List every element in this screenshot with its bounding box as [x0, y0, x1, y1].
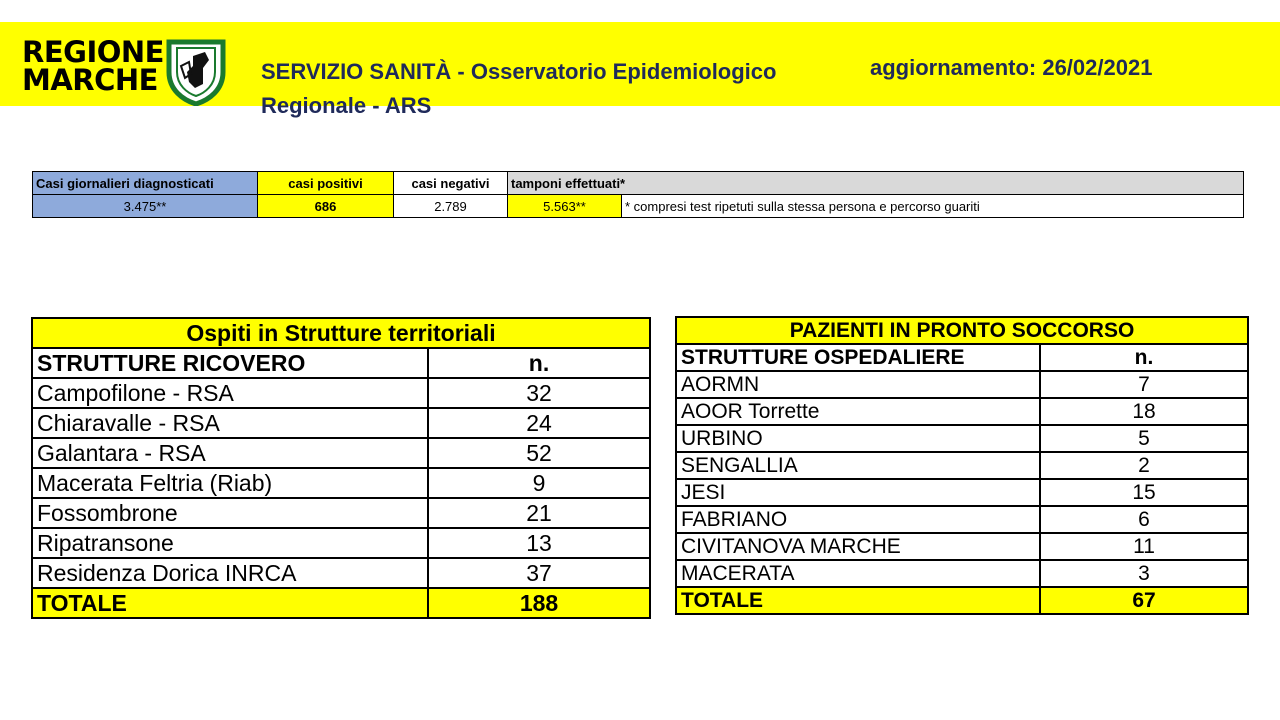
pronto-soccorso-title-row — [676, 317, 1248, 344]
pronto-soccorso-title: PAZIENTI IN PRONTO SOCCORSO — [676, 317, 1248, 344]
total-label: TOTALE — [32, 588, 428, 618]
hospital-name: URBINO — [676, 425, 1040, 452]
hospital-count: 7 — [1040, 371, 1248, 398]
table-row — [32, 558, 650, 588]
total-label: TOTALE — [676, 587, 1040, 614]
table-row — [32, 528, 650, 558]
structure-name: Fossombrone — [32, 498, 428, 528]
table-row — [676, 506, 1248, 533]
pronto-soccorso-col2-header: n. — [1040, 344, 1248, 371]
structure-name: Galantara - RSA — [32, 438, 428, 468]
structure-count: 52 — [428, 438, 650, 468]
regione-marche-logo — [22, 35, 232, 110]
hospital-count: 3 — [1040, 560, 1248, 587]
table-row — [676, 371, 1248, 398]
header-title — [261, 55, 776, 123]
hospital-name: AOOR Torrette — [676, 398, 1040, 425]
total-row — [32, 588, 650, 618]
structure-count: 32 — [428, 378, 650, 408]
hospital-count: 6 — [1040, 506, 1248, 533]
logo-text — [22, 35, 164, 97]
daily-values-row — [33, 195, 1244, 218]
logo-line-1: REGIONE — [22, 35, 164, 69]
table-row — [676, 479, 1248, 506]
logo-line-2: MARCHE — [22, 63, 158, 97]
pronto-soccorso-table — [675, 316, 1249, 615]
hospital-count: 5 — [1040, 425, 1248, 452]
daily-value-diagnosticati: 3.475** — [33, 195, 258, 218]
total-row — [676, 587, 1248, 614]
structure-name: Chiaravalle - RSA — [32, 408, 428, 438]
table-row — [676, 560, 1248, 587]
table-row — [676, 533, 1248, 560]
daily-value-tamponi: 5.563** — [508, 195, 622, 218]
hospital-count: 15 — [1040, 479, 1248, 506]
structure-name: Macerata Feltria (Riab) — [32, 468, 428, 498]
daily-header-row — [33, 172, 1244, 195]
structure-count: 13 — [428, 528, 650, 558]
table-row — [676, 398, 1248, 425]
table-row — [32, 438, 650, 468]
header-title-line-1: SERVIZIO SANITÀ - Osservatorio Epidemiologico — [261, 59, 777, 84]
table-row — [676, 425, 1248, 452]
daily-header-negativi: casi negativi — [394, 172, 508, 195]
update-date: aggiornamento: 26/02/2021 — [870, 55, 1153, 80]
structure-name: Ripatransone — [32, 528, 428, 558]
hospital-name: JESI — [676, 479, 1040, 506]
pronto-soccorso-header-row — [676, 344, 1248, 371]
table-row — [32, 408, 650, 438]
hospital-name: CIVITANOVA MARCHE — [676, 533, 1040, 560]
structure-count: 9 — [428, 468, 650, 498]
territoriali-title-row — [32, 318, 650, 348]
hospital-count: 2 — [1040, 452, 1248, 479]
daily-value-positivi: 686 — [258, 195, 394, 218]
total-value: 67 — [1040, 587, 1248, 614]
hospital-name: AORMN — [676, 371, 1040, 398]
table-row — [32, 498, 650, 528]
pronto-soccorso-col1-header: STRUTTURE OSPEDALIERE — [676, 344, 1040, 371]
daily-header-diagnosticati: Casi giornalieri diagnosticati — [33, 172, 258, 195]
table-row — [32, 378, 650, 408]
structure-count: 37 — [428, 558, 650, 588]
daily-note: * compresi test ripetuti sulla stessa persona e percorso guariti — [622, 195, 1244, 218]
daily-value-negativi: 2.789 — [394, 195, 508, 218]
structure-name: Campofilone - RSA — [32, 378, 428, 408]
territoriali-table — [31, 317, 651, 619]
territoriali-col2-header: n. — [428, 348, 650, 378]
territoriali-col1-header: STRUTTURE RICOVERO — [32, 348, 428, 378]
structure-count: 24 — [428, 408, 650, 438]
daily-header-positivi: casi positivi — [258, 172, 394, 195]
structure-name: Residenza Dorica INRCA — [32, 558, 428, 588]
hospital-name: FABRIANO — [676, 506, 1040, 533]
daily-cases-table — [32, 171, 1244, 218]
shield-icon — [165, 38, 227, 106]
structure-count: 21 — [428, 498, 650, 528]
header-band — [0, 22, 1280, 118]
territoriali-title: Ospiti in Strutture territoriali — [32, 318, 650, 348]
hospital-name: SENGALLIA — [676, 452, 1040, 479]
hospital-count: 18 — [1040, 398, 1248, 425]
table-row — [32, 468, 650, 498]
table-row — [676, 452, 1248, 479]
daily-header-tamponi: tamponi effettuati* — [508, 172, 1244, 195]
total-value: 188 — [428, 588, 650, 618]
hospital-name: MACERATA — [676, 560, 1040, 587]
header-title-line-2: Regionale - ARS — [261, 93, 432, 118]
hospital-count: 11 — [1040, 533, 1248, 560]
territoriali-header-row — [32, 348, 650, 378]
